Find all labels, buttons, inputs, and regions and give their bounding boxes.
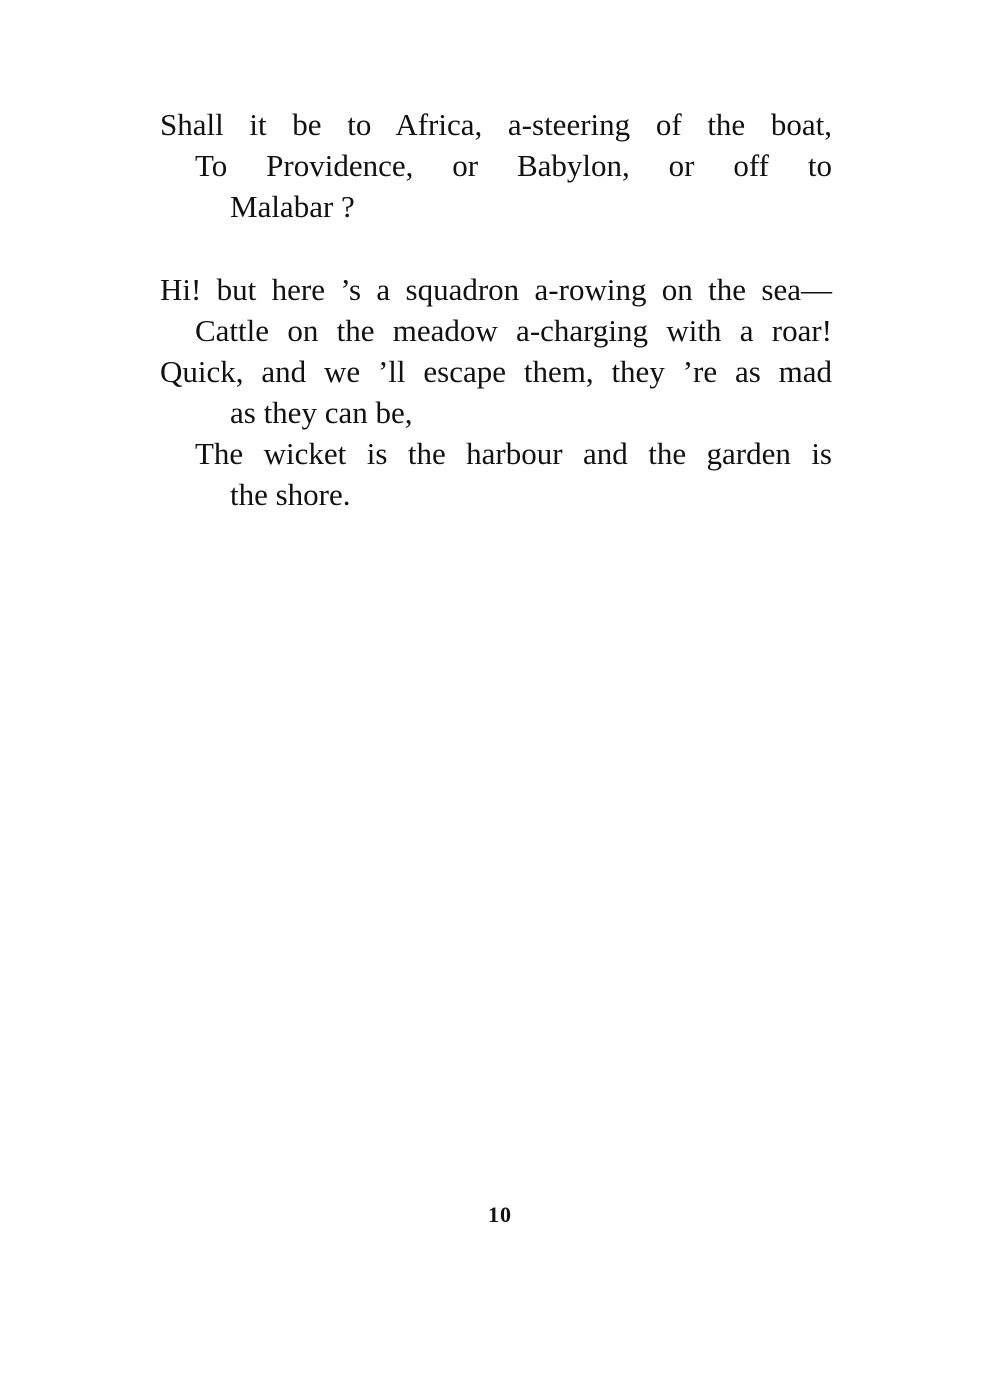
stanza-2 (160, 269, 832, 515)
poem-line: To Providence, or Babylon, or off to (195, 148, 832, 183)
poem-line: Quick, and we ’ll escape them, they ’re as mad (160, 354, 832, 389)
page-number: 10 (488, 1202, 512, 1227)
poem-line: the shore. (230, 477, 351, 512)
poem-line: The wicket is the harbour and the garden is (195, 436, 832, 471)
poem-line: Hi! but here ’s a squadron a-rowing on the sea— (160, 272, 832, 307)
poem-line: Shall it be to Africa, a-steering of the boat, (160, 107, 832, 142)
poem-line: Malabar ? (230, 189, 355, 224)
poem-line: as they can be, (230, 395, 413, 430)
poem-line: Cattle on the meadow a-charging with a roar! (195, 313, 832, 348)
poem-text (160, 104, 832, 515)
stanza-1 (160, 104, 832, 227)
